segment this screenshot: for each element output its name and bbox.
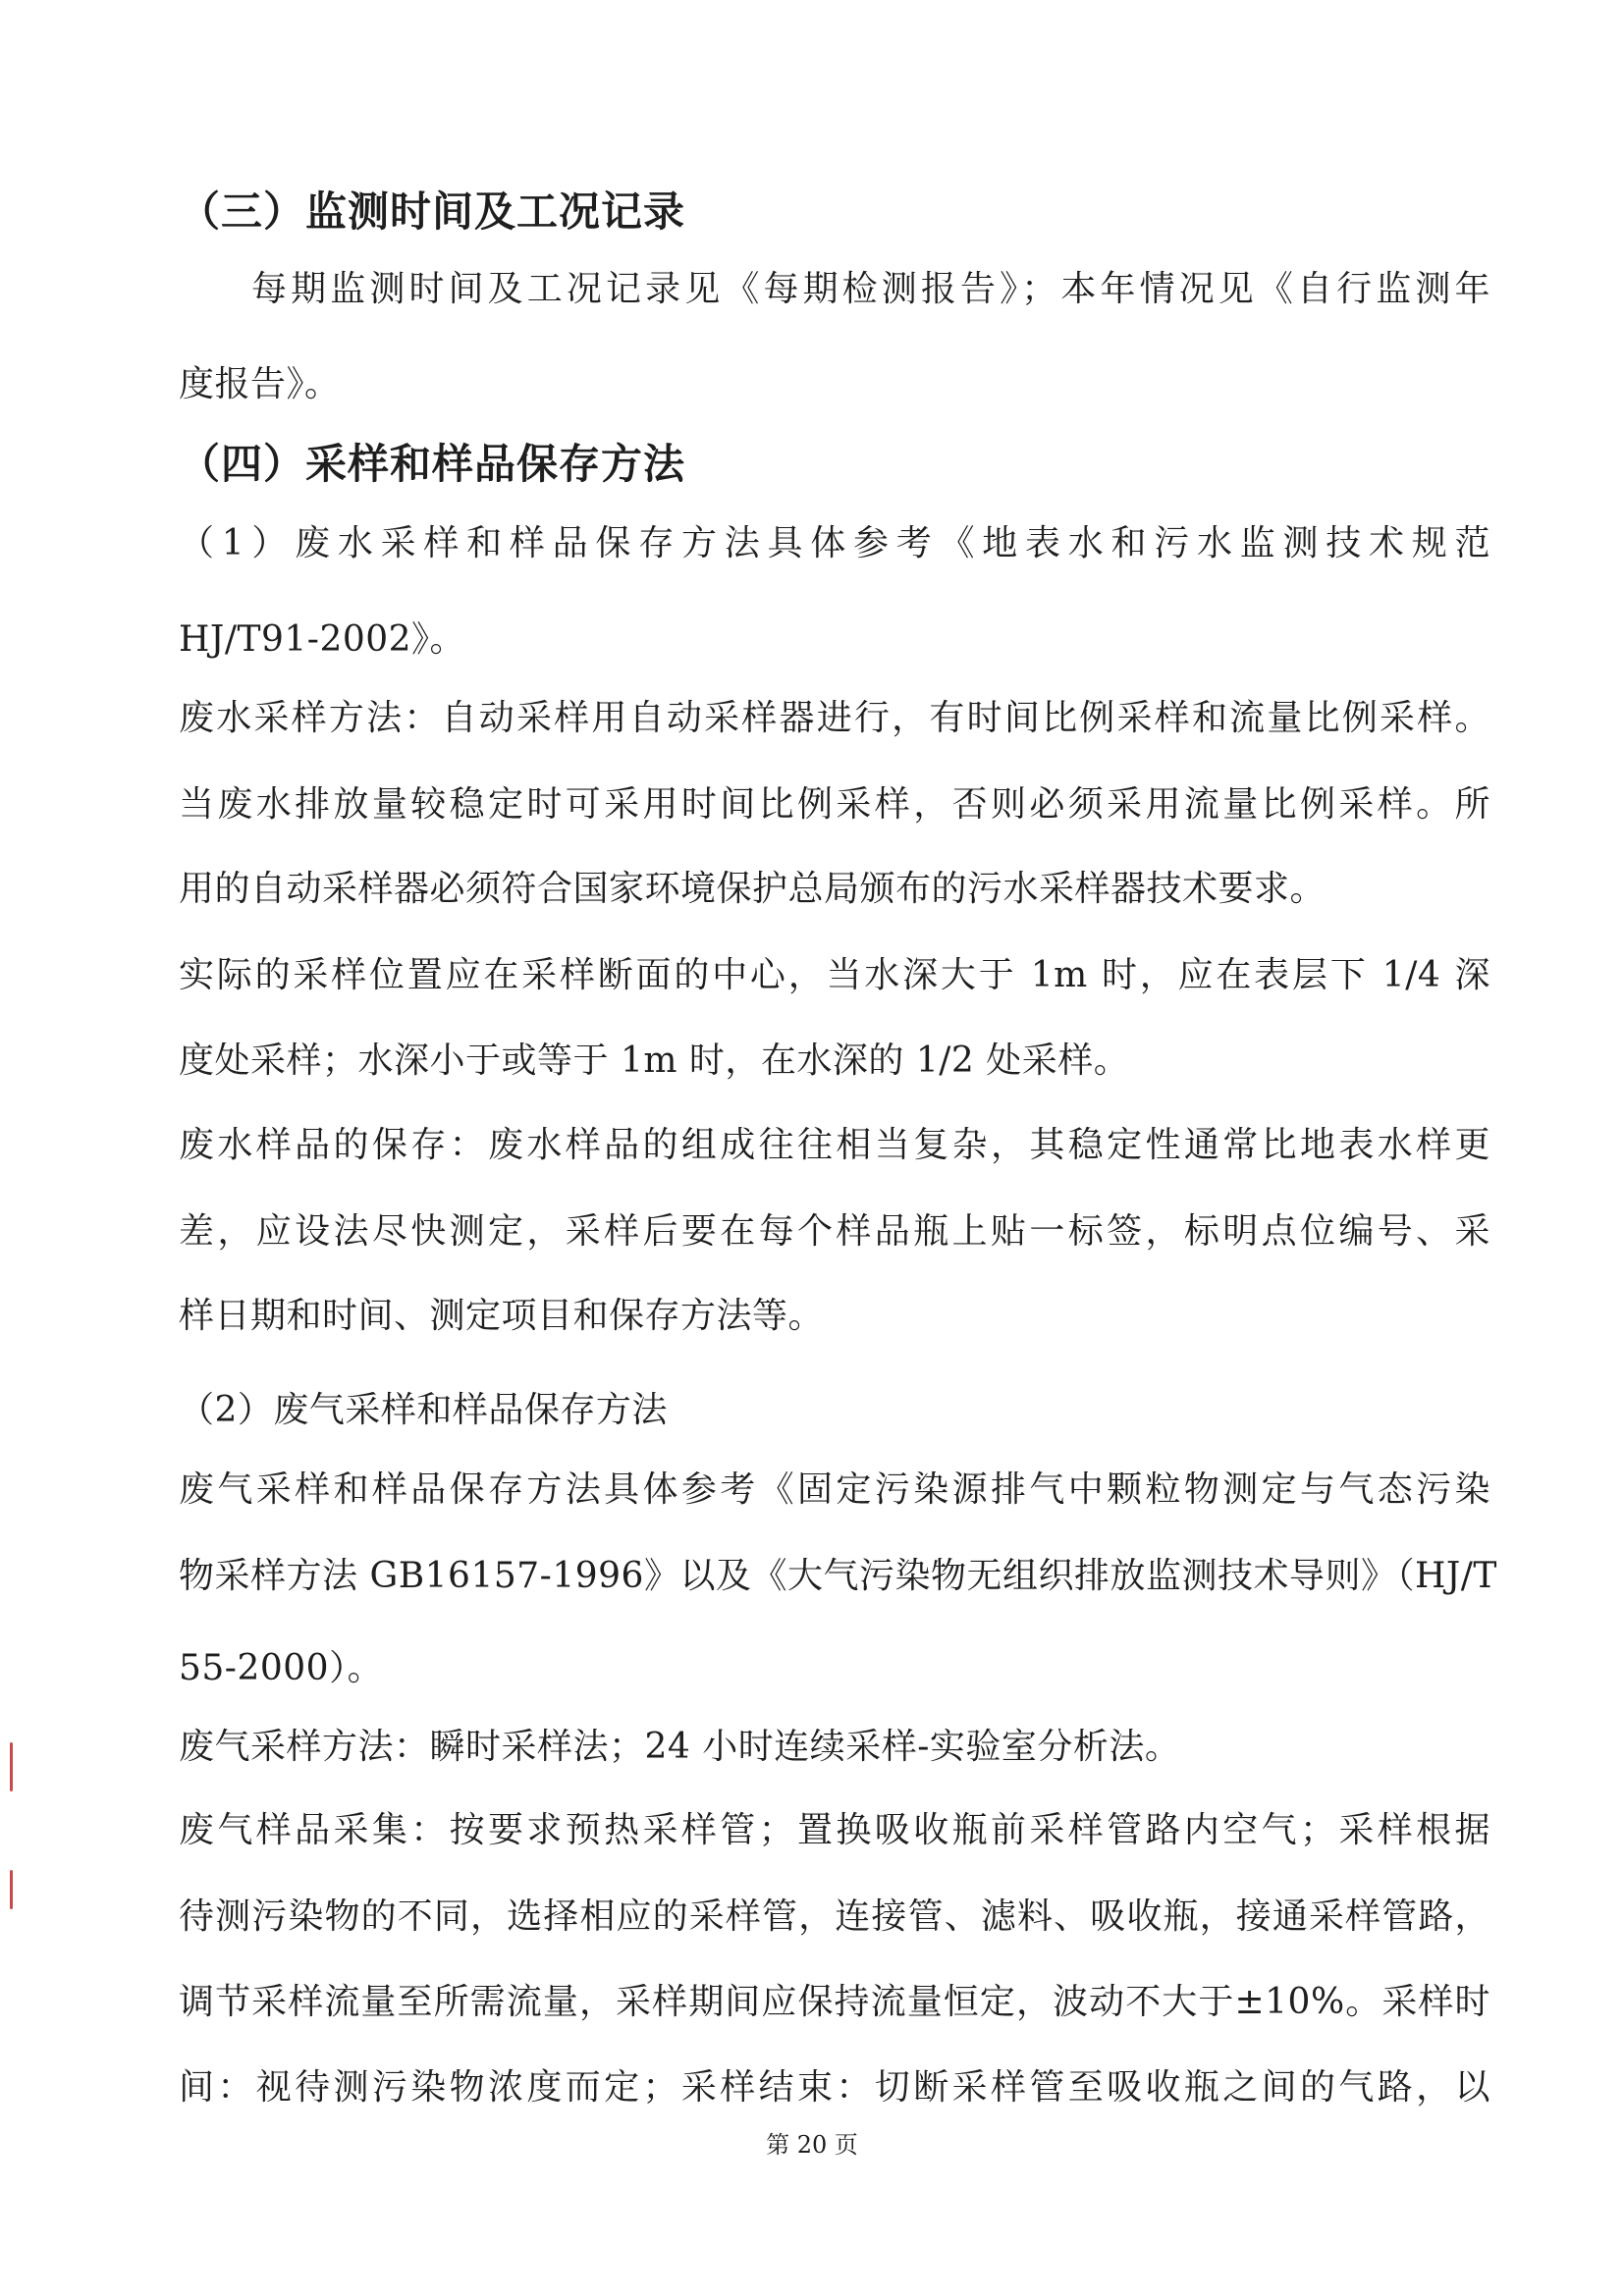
- paragraph-line: 差，应设法尽快测定，采样后要在每个样品瓶上贴一标签，标明点位编号、采: [179, 1211, 1490, 1252]
- paragraph-line: 调节采样流量至所需流量，采样期间应保持流量恒定，波动不大于±10%。采样时: [179, 1982, 1490, 2022]
- paragraph-line: 间：视待测污染物浓度而定；采样结束：切断采样管至吸收瓶之间的气路，以: [179, 2067, 1490, 2108]
- paragraph-line: 样日期和时间、测定项目和保存方法等。: [179, 1296, 825, 1336]
- paragraph-line: HJ/T91-2002》。: [179, 619, 466, 660]
- paragraph-line: 用的自动采样器必须符合国家环境保护总局颁布的污水采样器技术要求。: [179, 869, 1326, 909]
- section-heading-3: （三）监测时间及工况记录: [179, 187, 686, 236]
- paragraph-line: 每期监测时间及工况记录见《每期检测报告》；本年情况见《自行监测年: [251, 269, 1490, 309]
- paragraph-line: 当废水排放量较稳定时可采用时间比例采样，否则必须采用流量比例采样。所: [179, 784, 1490, 825]
- paragraph-line: 实际的采样位置应在采样断面的中心，当水深大于 1m 时，应在表层下 1/4 深: [179, 955, 1490, 995]
- section-heading-4: （四）采样和样品保存方法: [179, 440, 686, 488]
- paragraph-line: 度处采样；水深小于或等于 1m 时，在水深的 1/2 处采样。: [179, 1041, 1130, 1081]
- paragraph-line: （2）废气采样和样品保存方法: [179, 1390, 668, 1430]
- page-number: 第 20 页: [766, 2131, 858, 2159]
- paragraph-line: 废水采样方法：自动采样用自动采样器进行，有时间比例采样和流量比例采样。: [179, 698, 1490, 738]
- paragraph-line: 待测污染物的不同，选择相应的采样管，连接管、滤料、吸收瓶，接通采样管路，: [179, 1896, 1490, 1937]
- paragraph-line: 废气采样和样品保存方法具体参考《固定污染源排气中颗粒物测定与气态污染: [179, 1469, 1490, 1510]
- paragraph-line: 物采样方法 GB16157-1996》以及《大气污染物无组织排放监测技术导则》（HJ/T: [179, 1556, 1497, 1596]
- paragraph-line: 度报告》。: [179, 364, 341, 404]
- paragraph-line: 废气样品采集：按要求预热采样管；置换吸收瓶前采样管路内空气；采样根据: [179, 1810, 1490, 1850]
- paragraph-line: 废水样品的保存：废水样品的组成往往相当复杂，其稳定性通常比地表水样更: [179, 1125, 1490, 1165]
- paragraph-line: 废气采样方法：瞬时采样法；24 小时连续采样-实验室分析法。: [179, 1727, 1181, 1767]
- paragraph-line: 55-2000）。: [179, 1648, 384, 1688]
- scan-artifact: [10, 1742, 13, 1791]
- paragraph-line: （1）废水采样和样品保存方法具体参考《地表水和污水监测技术规范: [179, 523, 1490, 563]
- scan-artifact: [10, 1870, 13, 1909]
